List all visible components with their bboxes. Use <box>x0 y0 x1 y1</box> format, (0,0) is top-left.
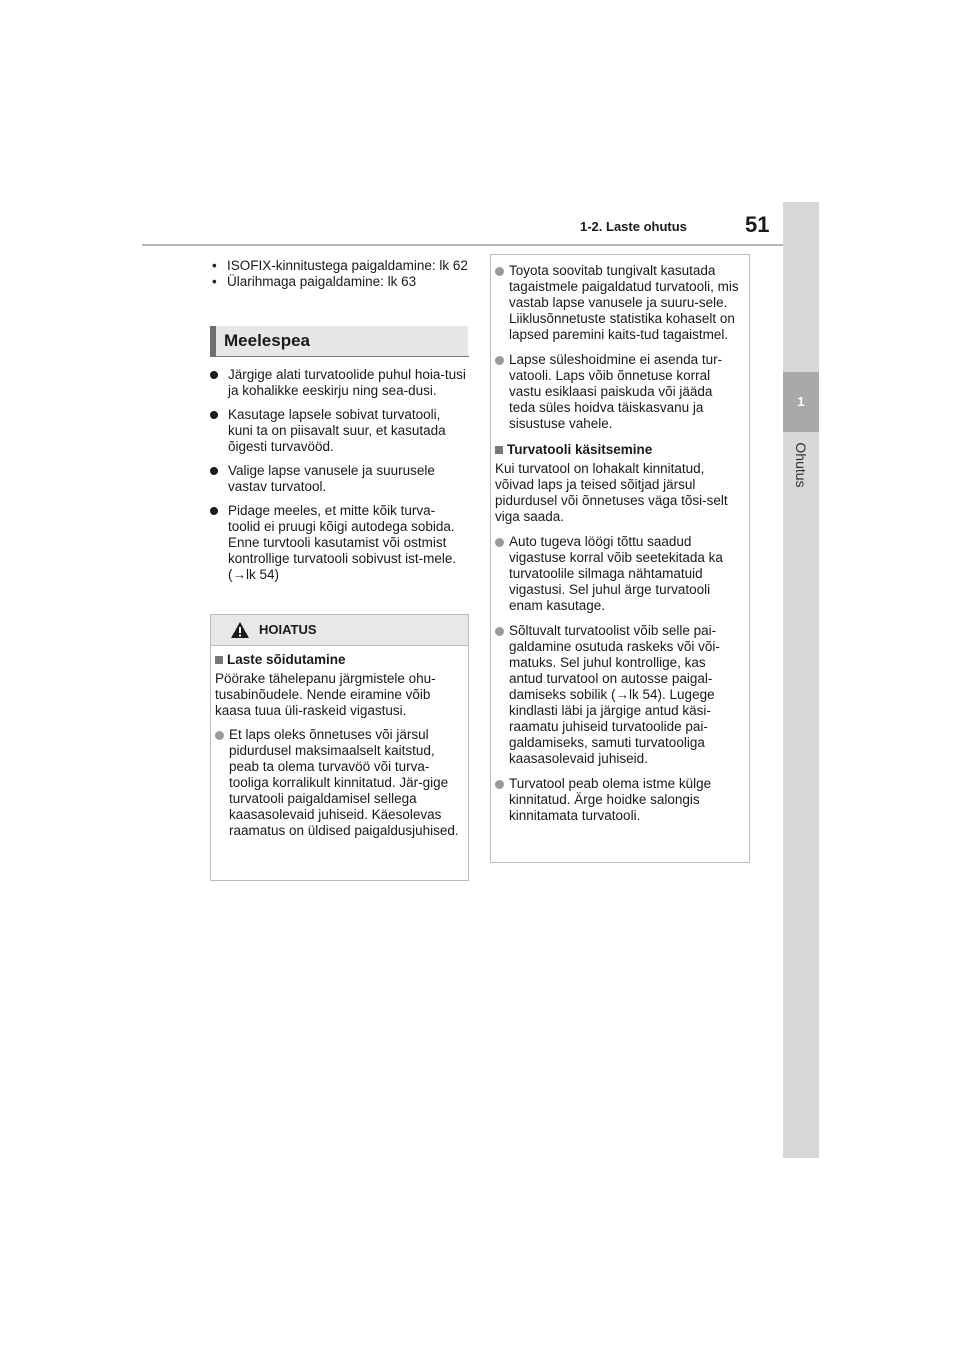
warning-header <box>211 615 468 646</box>
meelespea-list <box>210 367 466 591</box>
bullet-icon <box>495 267 504 276</box>
handling-subhead <box>495 442 741 458</box>
list-item: • Ülarihmaga paigaldamine: lk 63 <box>210 274 468 290</box>
warning-body <box>211 646 468 847</box>
list-item-text: Valige lapse vanusele ja suurusele vastav turvatool. <box>228 463 435 494</box>
square-bullet-icon <box>215 656 223 664</box>
list-item <box>215 727 460 839</box>
square-bullet-icon <box>495 446 503 454</box>
bullet-icon <box>215 731 224 740</box>
list-item <box>210 407 466 455</box>
warning-subhead <box>215 652 460 668</box>
bullet-icon <box>495 780 504 789</box>
list-item-text: Sõltuvalt turvatoolist võib selle pai-galdamine osutuda raskeks või või-matuks. Sel juhul kontrollige, kas antud turvatool on autosse paigal-damiseks sobilik (→lk 54). Lugege kindlasti läbi ja järgige antud käsi-raamatu juhiseid turvatoolide pai-galdamiseks, samuti turvatooliga kaasasolevaid juhiseid. <box>509 623 720 766</box>
meelespea-rule <box>210 356 469 357</box>
warning-continued-box <box>490 254 750 863</box>
list-item <box>495 352 741 432</box>
list-item <box>495 776 741 824</box>
list-item-text: Et laps oleks õnnetuses või järsul pidurdusel maksimaalselt kaitstud, peab ta olema turvavöö või turva-tooliga korralikult kinnitatud. Jär-gige turvatooli paigaldamisel sellega kaasasolevaid juhiseid. Käesolevas raamatus on üldised paigaldusjuhised. <box>229 727 459 838</box>
list-item-text: Kasutage lapsele sobivat turvatooli, kuni ta on piisavalt suur, et kasutada õigesti turvavööd. <box>228 407 446 454</box>
header-rule <box>142 244 783 246</box>
list-item: • ISOFIX-kinnitustega paigaldamine: lk 62 <box>210 258 468 274</box>
warning-icon <box>230 621 250 639</box>
warning-continued-body <box>491 255 749 832</box>
bullet-icon <box>210 411 218 419</box>
list-item-text: Toyota soovitab tungivalt kasutada tagaistmele paigaldatud turvatooli, mis vastab lapse vanusele ja suuru-sele. Liiklusõnnetuste statistika kohaselt on lapsed paremini kaits-tud tagaistmel. <box>509 263 739 342</box>
list-item-text: Järgige alati turvatoolide puhul hoia-tusi ja kohalikke eeskirju ning sea-dusi. <box>228 367 466 398</box>
bullet-icon <box>495 627 504 636</box>
bullet-icon <box>210 467 218 475</box>
bullet-icon <box>495 356 504 365</box>
meelespea-heading: Meelespea <box>210 326 468 356</box>
list-item <box>495 623 741 767</box>
chapter-number: 1 <box>783 372 819 432</box>
dash-list <box>210 258 468 290</box>
warning-title: HOIATUS <box>259 622 317 637</box>
list-item <box>210 503 466 583</box>
list-item <box>495 534 741 614</box>
list-item-text: Pidage meeles, et mitte kõik turva-toolid ei pruugi kõigi autodega sobida. Enne turvtooli kasutamist või ostmist kontrollige turvatooli sobivust ist-mele. (→lk 54) <box>228 503 457 582</box>
list-item-text: Auto tugeva löögi tõttu saadud vigastuse korral võib seetekitada ka turvatoolile silmaga nähtamatuid vigastusi. Sel juhul ärge turvatooli enam kasutage. <box>509 534 723 613</box>
warning-intro: Pöörake tähelepanu järgmistele ohu-tusabinõudele. Nende eiramine võib kaasa tuua üli-raskeid vigastusi. <box>215 671 436 718</box>
page-number: 51 <box>745 212 770 237</box>
handling-subhead-text: Turvatooli käsitsemine <box>507 442 653 457</box>
warning-subhead-text: Laste sõidutamine <box>227 652 346 667</box>
chapter-label: Ohutus <box>793 442 809 488</box>
list-item <box>210 463 466 495</box>
list-item-text: Lapse süleshoidmine ei asenda tur-vatooli. Laps võib õnnetuse korral vastu esiklaasi paiskuda või jääda teda süles hoidva täiskasvanu ja sisustuse vahele. <box>509 352 723 431</box>
handling-intro: Kui turvatool on lohakalt kinnitatud, võivad laps ja teised sõitjad järsul pidurdusel või õnnetuses väga tõsi-selt viga saada. <box>495 461 728 524</box>
warning-box <box>210 614 469 881</box>
bullet-icon <box>210 371 218 379</box>
bullet-icon <box>210 507 218 515</box>
side-tab <box>783 202 819 1158</box>
list-item-text: Turvatool peab olema istme külge kinnitatud. Ärge hoidke salongis kinnitamata turvatooli. <box>509 776 712 823</box>
list-item <box>210 367 466 399</box>
bullet-icon <box>495 538 504 547</box>
list-item <box>495 263 741 343</box>
section-title: 1-2. Laste ohutus <box>580 219 687 234</box>
